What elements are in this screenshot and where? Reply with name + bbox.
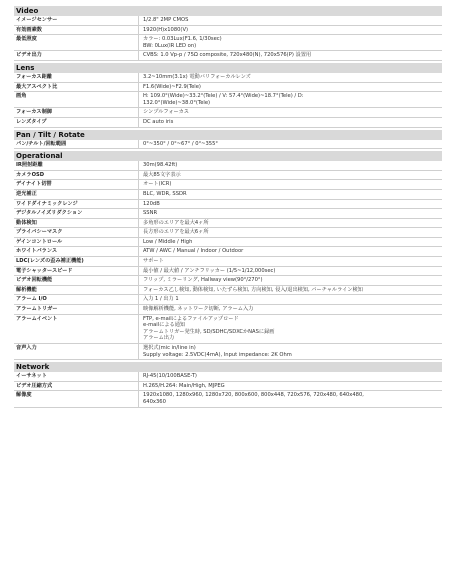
section-header: Video — [14, 6, 442, 16]
section-header: Lens — [14, 63, 442, 73]
spec-value: Low / Middle / High — [138, 238, 442, 247]
spec-label: IR照射距離 — [16, 162, 43, 169]
spec-row — [14, 180, 442, 190]
spec-value: H.265/H.264: Main/High, MJPEG — [138, 382, 442, 391]
spec-row — [14, 305, 442, 315]
spec-value: 多角形のエリアを最大4ヶ所 — [138, 219, 442, 228]
section-header: Network — [14, 362, 442, 372]
spec-value: カラー: 0.03Lux(F1.6, 1/30sec) BW: 0Lux(IR LED on) — [138, 35, 442, 50]
spec-label: ビデオ回転機能 — [16, 277, 53, 284]
spec-sheet — [14, 4, 442, 408]
spec-row — [14, 382, 442, 392]
spec-label: 電子シャッタースピード — [16, 267, 73, 274]
spec-row — [14, 295, 442, 305]
spec-row — [14, 51, 442, 61]
spec-value: CVBS: 1.0 Vp-p / 75Ω composite, 720x480(N), 720x576(P) 設置用 — [138, 51, 442, 60]
spec-value: 1920x1080, 1280x960, 1280x720, 800x600, 800x448, 720x576, 720x480, 640x480, 640x360 — [138, 391, 442, 406]
spec-row — [14, 276, 442, 286]
spec-row — [14, 26, 442, 36]
spec-row — [14, 190, 442, 200]
spec-value: 30m(98.42ft) — [138, 161, 442, 170]
spec-value: SSNR — [138, 209, 442, 218]
spec-label: ビデオ圧縮方式 — [16, 382, 53, 389]
spec-row — [14, 209, 442, 219]
spec-value: 1920(H)x1080(V) — [138, 26, 442, 35]
spec-row — [14, 35, 442, 51]
spec-label: フォーカス制御 — [16, 109, 52, 116]
spec-value: 3.2~10mm(3.1x) 電動バリフォーカルレンズ — [138, 73, 442, 82]
spec-label: ビデオ出力 — [16, 52, 42, 59]
spec-value: シンプルフォーカス — [138, 108, 442, 117]
spec-value: サポート — [138, 257, 442, 266]
spec-label: 音声入力 — [16, 345, 37, 351]
spec-value: ATW / AWC / Manual / Indoor / Outdoor — [138, 247, 442, 256]
spec-label: 解像度 — [16, 392, 32, 399]
spec-value: FTP, e-mailによるファイルアップロード e-mailによる通知 アラームトリガー発生時, SD/SDHC/SDXCかNASに録画 アラーム出力 — [138, 315, 442, 343]
spec-value: 映像解析機能, ネットワーク切断, アラーム入力 — [138, 305, 442, 314]
spec-row — [14, 200, 442, 210]
spec-label: デジタルノイズリダクション — [16, 210, 83, 217]
spec-row — [14, 247, 442, 257]
spec-label: 最大アスペクト比 — [16, 83, 58, 90]
spec-value: フリップ, ミラーリング, Hallway view(90°/270°) — [138, 276, 442, 285]
spec-value: 選択式(mic in/line in) Supply voltage: 2.5VDC(4mA), Input impedance: 2K Ohm — [138, 344, 442, 359]
spec-row — [14, 73, 442, 83]
spec-row — [14, 344, 442, 360]
spec-value: 120dB — [138, 200, 442, 209]
spec-row — [14, 108, 442, 118]
spec-label: イメージセンサー — [16, 17, 58, 23]
spec-row — [14, 257, 442, 267]
spec-value: フォーカス乙し検知, 動体検知, いたずら検知, 方向検知, 侵入/退出検知, バーチャルライン検知 — [138, 286, 442, 295]
spec-label: 解析機能 — [16, 286, 37, 293]
spec-value: RJ-45(10/100BASE-T) — [138, 372, 442, 381]
spec-row — [14, 219, 442, 229]
spec-row — [14, 228, 442, 238]
spec-label: アラームイベント — [16, 315, 58, 322]
spec-row — [14, 118, 442, 128]
spec-value: H: 109.0°(Wide)~33.2°(Tele) / V: 57.4°(Wide)~18.7°(Tele) / D: 132.0°(Wide)~38.0°(Tele) — [138, 92, 442, 107]
spec-label: パン/チルト/回転範囲 — [16, 140, 67, 147]
spec-label: 動体検知 — [16, 219, 37, 226]
spec-label: レンズタイプ — [16, 118, 47, 125]
spec-row — [14, 372, 442, 382]
spec-label: LDC(レンズの歪み補正機能) — [16, 258, 84, 265]
spec-label: 有効画素数 — [16, 26, 42, 33]
spec-label: イーサネット — [16, 373, 47, 380]
spec-label: アラームトリガー — [16, 306, 58, 313]
spec-label: ホワイトバランス — [16, 248, 58, 255]
spec-label: 最低照度 — [16, 36, 37, 43]
spec-row — [14, 267, 442, 277]
spec-value: 0°~350° / 0°~67° / 0°~355° — [138, 140, 442, 149]
spec-value: 入力 1 / 出力 1 — [138, 295, 442, 304]
spec-row — [14, 83, 442, 93]
spec-value: F1.6(Wide)~F2.9(Tele) — [138, 83, 442, 92]
spec-row — [14, 92, 442, 108]
spec-label: 画角 — [16, 93, 27, 100]
spec-row — [14, 315, 442, 344]
section-header: Operational — [14, 151, 442, 161]
spec-label: フォーカス距離 — [16, 73, 52, 80]
spec-row — [14, 161, 442, 171]
spec-row — [14, 16, 442, 26]
spec-row — [14, 171, 442, 181]
spec-label: 逆光補正 — [16, 190, 37, 197]
spec-value: 最小値 / 最大値 / アンチフリッカー (1/5~1/12,000sec) — [138, 267, 442, 276]
spec-row — [14, 286, 442, 296]
spec-row — [14, 238, 442, 248]
spec-row — [14, 391, 442, 407]
spec-value: 長方形のエリアを最大6ヶ所 — [138, 228, 442, 237]
section-header: Pan / Tilt / Rotate — [14, 130, 442, 140]
spec-label: ワイドダイナミックレンジ — [16, 200, 78, 207]
spec-value: 1/2.8" 2MP CMOS — [138, 16, 442, 25]
spec-label: デイナイト切替 — [16, 181, 52, 188]
spec-row — [14, 140, 442, 150]
spec-value: オート(ICR) — [138, 180, 442, 189]
spec-label: ゲインコントロール — [16, 238, 63, 245]
spec-value: DC auto iris — [138, 118, 442, 127]
spec-value: 最大85文字表示 — [138, 171, 442, 180]
spec-label: カメラOSD — [16, 171, 45, 178]
spec-label: アラーム I/O — [16, 296, 47, 303]
spec-value: BLC, WDR, SSDR — [138, 190, 442, 199]
spec-label: プライバシーマスク — [16, 229, 63, 236]
